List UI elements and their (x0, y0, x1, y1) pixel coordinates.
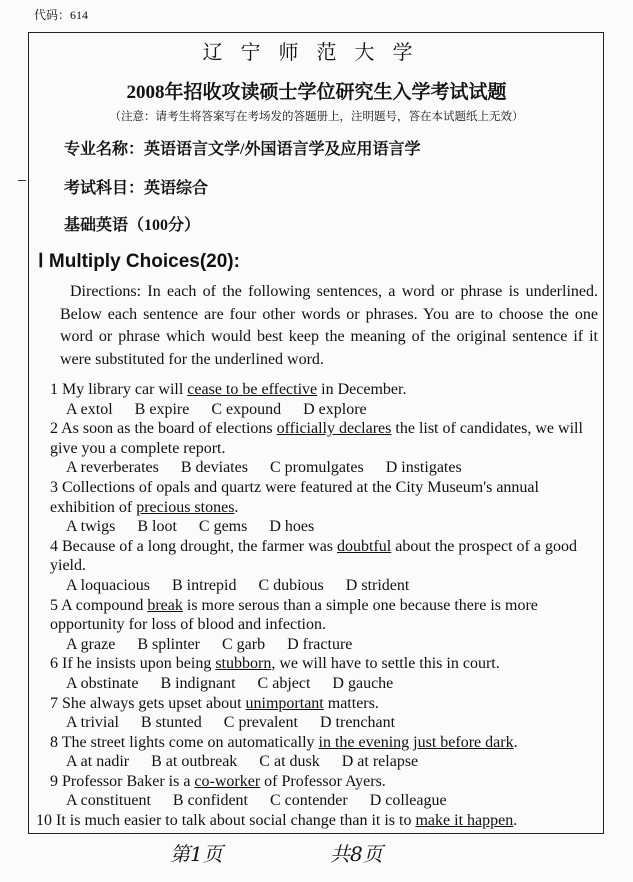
option: D strident (345, 576, 410, 594)
option: A reverberates (66, 459, 159, 477)
question-stem (36, 694, 600, 714)
options (36, 791, 600, 811)
option: B expire (134, 400, 190, 418)
question-stem (36, 478, 600, 517)
option: B at outbreak (151, 753, 238, 771)
option: B stunted (140, 714, 202, 732)
stem-text: 6 If he insists upon being (50, 655, 216, 673)
stem-text: matters. (323, 694, 379, 712)
stem-text: about the prospect of a good yield. (50, 537, 577, 575)
stem-text: 1 My library car will (50, 381, 188, 398)
option: D hoes (269, 518, 315, 536)
question-item (36, 380, 600, 419)
options (36, 517, 600, 537)
option: D explore (303, 400, 367, 418)
underlined-phrase: stubborn (215, 655, 272, 673)
question-item (36, 596, 600, 655)
options (36, 400, 600, 420)
option: B splinter (137, 635, 200, 653)
options (36, 576, 600, 596)
question-item (36, 654, 600, 693)
option: D colleague (369, 792, 447, 810)
underlined-phrase: doubtful (337, 537, 392, 555)
option: A extol (66, 400, 113, 418)
question-stem (36, 380, 600, 400)
option: D gauche (332, 674, 394, 692)
option: A obstinate (66, 674, 139, 692)
option: C abject (257, 674, 311, 692)
option: C garb (221, 635, 266, 653)
question-stem (36, 537, 600, 576)
stem-text: 10 It is much easier to talk about social change than it is to (36, 812, 416, 830)
exam-code: 代码：614 (34, 8, 89, 22)
underlined-phrase: precious stones (136, 498, 235, 516)
question-stem (36, 811, 600, 831)
exam-note: （注意：请考生将答案写在考场发的答题册上，注明题号，答在本试题纸上无效） (109, 111, 524, 123)
option: D trenchant (319, 714, 396, 732)
option: C prevalent (223, 714, 298, 732)
question-list (36, 380, 600, 831)
option: B deviates (180, 459, 248, 477)
question-item (36, 811, 600, 831)
question-item (36, 419, 600, 478)
stem-text: 8 The street lights come on automatically (50, 733, 319, 751)
underlined-phrase: make it happen (415, 812, 514, 830)
stem-text: 7 She always gets upset about (50, 694, 246, 712)
options (36, 752, 600, 772)
option: C at dusk (259, 753, 320, 771)
page-total: 共8页 (330, 842, 383, 866)
question-stem (36, 419, 600, 458)
options (36, 674, 600, 694)
section-title: Ⅰ Multiply Choices(20): (38, 251, 240, 272)
question-stem (36, 772, 600, 792)
option: C promulgates (269, 459, 364, 477)
option: A constituent (66, 792, 151, 810)
options (36, 635, 600, 655)
stem-text: . (234, 498, 239, 516)
stem-text: 4 Because of a long drought, the farmer was (50, 537, 338, 555)
stem-text: . (513, 733, 518, 751)
option: D instigates (385, 459, 462, 477)
stem-text: 9 Professor Baker is a (50, 772, 195, 790)
major-name: 专业名称：英语语言文学/外国语言学及应用语言学 (64, 141, 421, 158)
option: C dubious (258, 576, 324, 594)
stem-text: . (513, 812, 518, 830)
university-name: 辽宁师范大学 (202, 42, 431, 64)
stem-text: , we will have to settle this in court. (271, 655, 500, 673)
option: D at relapse (341, 753, 419, 771)
option: A trivial (66, 714, 119, 732)
question-item (36, 694, 600, 733)
question-stem (36, 654, 600, 674)
question-stem (36, 596, 600, 635)
question-item (36, 772, 600, 811)
option: A at nadir (66, 753, 130, 771)
option: A twigs (66, 518, 116, 536)
option: B confident (172, 792, 248, 810)
option: A loquacious (66, 576, 150, 594)
options (36, 458, 600, 478)
stem-text: 3 Collections of opals and quartz were featured at the City Museum's annual exhibition of (50, 478, 539, 516)
underlined-phrase: cease to be effective (187, 381, 318, 398)
option: B indignant (160, 674, 236, 692)
exam-title: 2008年招收攻读硕士学位研究生入学考试试题 (126, 82, 507, 103)
question-item (36, 733, 600, 772)
page-number: 第1页 (170, 842, 223, 866)
exam-subject: 考试科目：英语综合 (64, 180, 209, 197)
option: B intrepid (172, 576, 237, 594)
option: A graze (66, 635, 116, 653)
underlined-phrase: break (147, 596, 183, 614)
stem-text: 2 As soon as the board of elections (50, 420, 277, 438)
underlined-phrase: unimportant (245, 694, 324, 712)
stem-text: in December. (317, 381, 407, 398)
stem-text: is more serous than a simple one because there is more opportunity for loss of blood and infection. (50, 596, 538, 634)
options (36, 713, 600, 733)
question-item (36, 478, 600, 537)
option: C expound (211, 400, 282, 418)
option: C gems (198, 518, 248, 536)
stem-text: the list of candidates, we will give you a complete report. (50, 420, 583, 457)
part-title: 基础英语（100分） (64, 217, 201, 234)
stem-text: 5 A compound (50, 596, 148, 614)
question-stem (36, 733, 600, 753)
stem-text: of Professor Ayers. (260, 772, 386, 790)
directions: Directions: In each of the following sentences, a word or phrase is underlined. Below each sentence are four other words or phrases. You are to choose the one word or phrase which would best keep the meaning of the original sentence if it were substituted for the underlined word. (60, 283, 598, 368)
underlined-phrase: co-worker (194, 772, 261, 790)
option: D fracture (287, 635, 353, 653)
option: B loot (137, 518, 177, 536)
option: C contender (269, 792, 348, 810)
question-item (36, 537, 600, 596)
underlined-phrase: officially declares (276, 420, 392, 438)
margin-mark (18, 180, 26, 181)
underlined-phrase: in the evening just before dark (318, 733, 514, 751)
